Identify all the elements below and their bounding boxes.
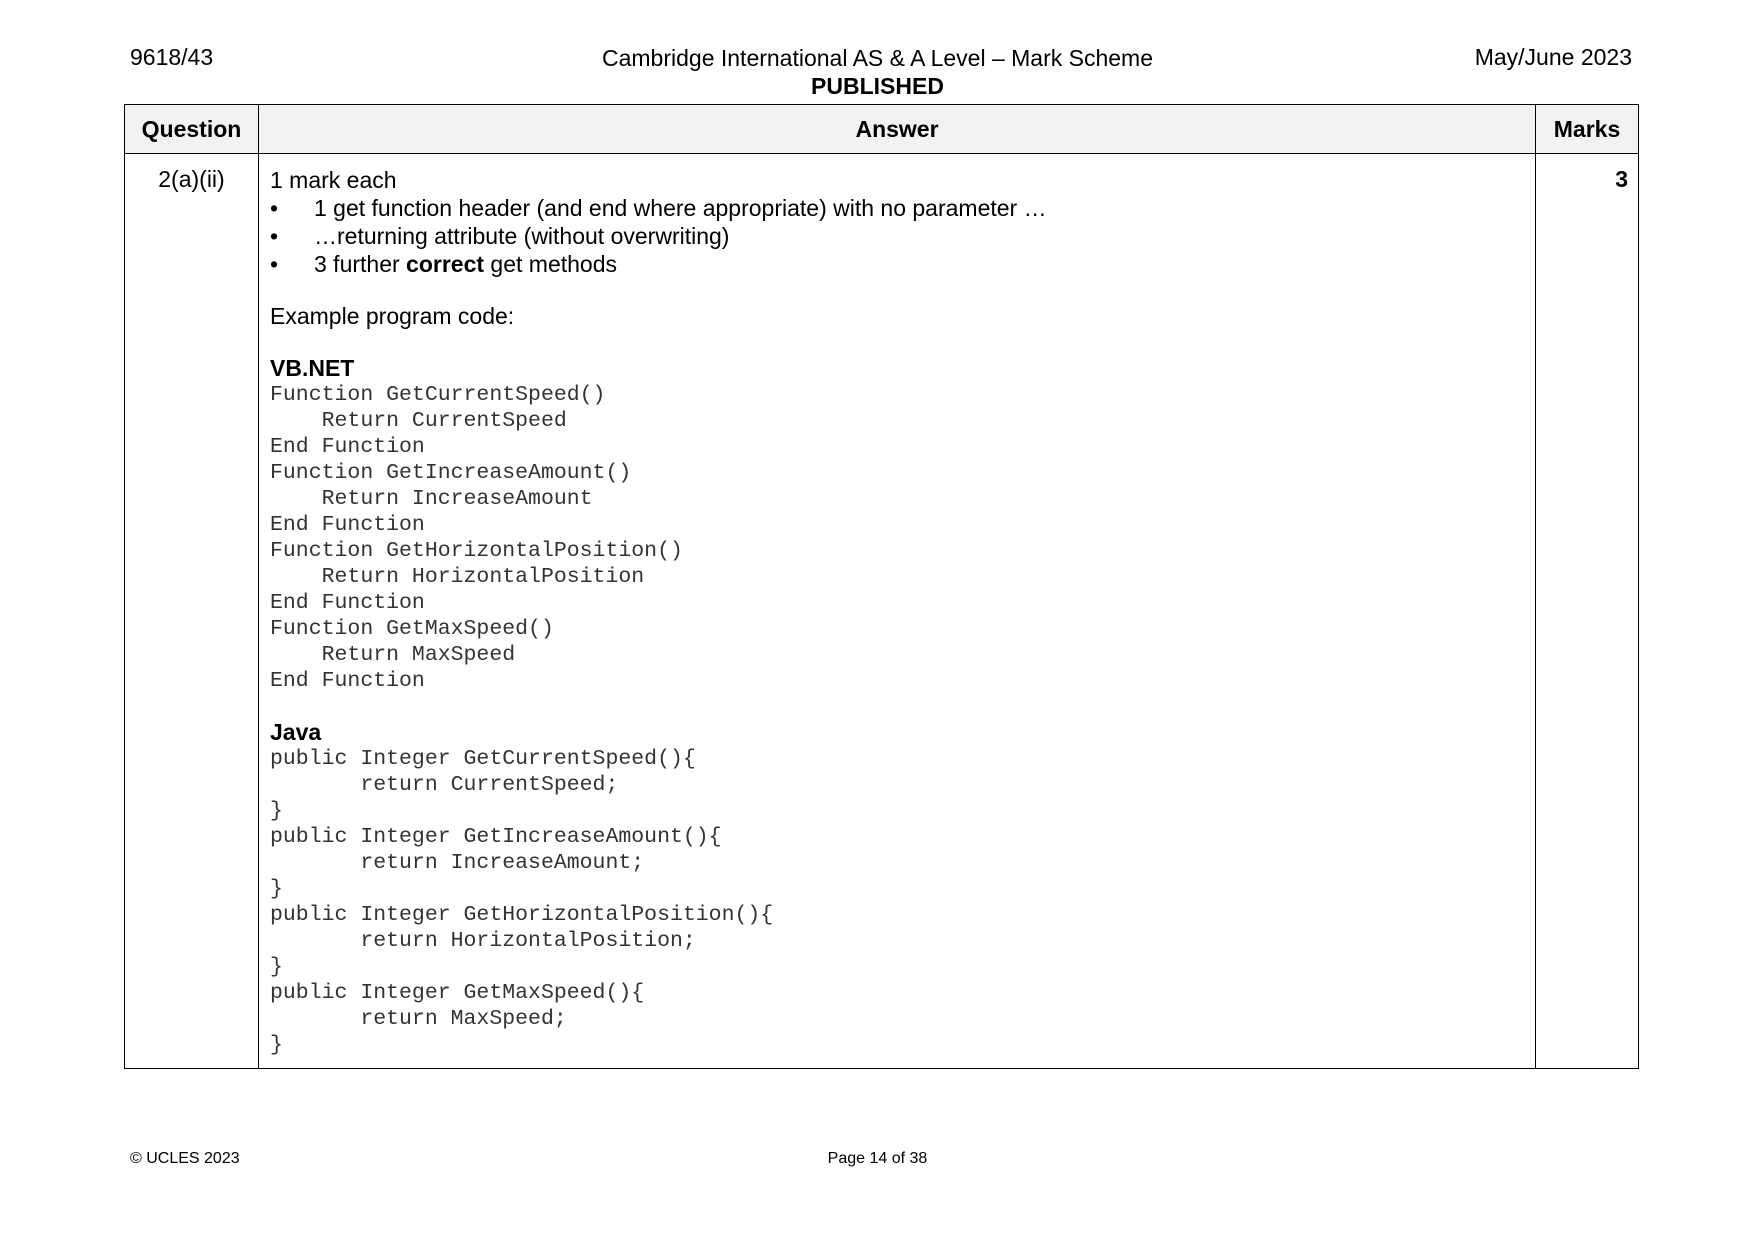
paper-code: 9618/43 <box>130 44 214 70</box>
document-title: Cambridge International AS & A Level – Mark Scheme <box>601 45 1154 71</box>
marking-point-text: get methods <box>484 251 617 277</box>
table-header-row <box>125 105 1639 154</box>
java-heading: Java <box>270 719 322 745</box>
copyright-notice: © UCLES 2023 <box>130 1150 240 1167</box>
page-number: Page 14 of 38 <box>827 1150 928 1167</box>
spacer <box>270 278 1525 302</box>
spacer <box>270 330 1525 354</box>
marking-point-emphasis: correct <box>406 251 485 277</box>
question-column-header: Question <box>125 105 259 154</box>
java-code-block: public Integer GetCurrentSpeed(){ return CurrentSpeed; } public Integer GetIncreaseAmount(){ return IncreaseAmount; } public Integer GetHorizontalPosition(){ return HorizontalPosition; } public Integer GetMaxSpeed(){ return MaxSpeed; } <box>270 747 774 1057</box>
marks-column-header: Marks <box>1536 105 1639 154</box>
answer-column-header: Answer <box>259 105 1536 154</box>
marking-points-list <box>270 194 1525 278</box>
table-row <box>125 154 1639 1069</box>
spacer <box>270 694 1525 718</box>
answer-cell <box>259 154 1536 1069</box>
marking-point <box>270 250 1525 278</box>
marking-intro: 1 mark each <box>270 167 397 193</box>
marks-value: 3 <box>1536 154 1639 1069</box>
vb-net-code-block: Function GetCurrentSpeed() Return CurrentSpeed End Function Function GetIncreaseAmount() Return IncreaseAmount End Function Function GetHorizontalPosition() Return HorizontalPosition End Function Function GetMaxSpeed() Return MaxSpeed End Function <box>270 383 683 693</box>
question-number: 2(a)(ii) <box>125 154 259 1069</box>
example-label: Example program code: <box>270 303 515 329</box>
vb-net-heading: VB.NET <box>270 355 355 381</box>
marking-point: • …returning attribute (without overwriting) <box>270 222 1525 250</box>
marking-point-text: 3 further <box>314 251 407 277</box>
marking-point: • 1 get function header (and end where appropriate) with no parameter … <box>270 194 1525 222</box>
exam-session: May/June 2023 <box>1474 44 1632 70</box>
mark-scheme-table <box>124 104 1639 1069</box>
published-label: PUBLISHED <box>811 73 944 99</box>
